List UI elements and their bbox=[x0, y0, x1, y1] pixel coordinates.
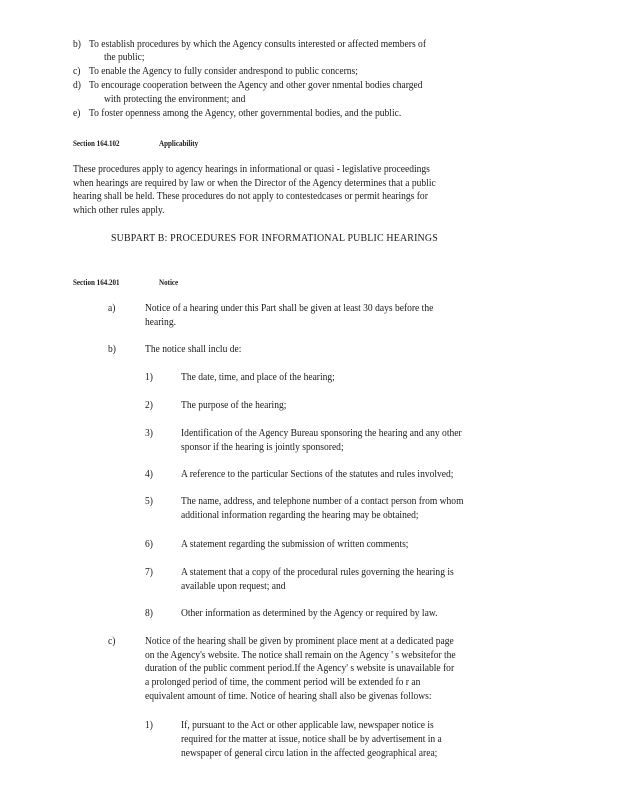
list-item-text: The date, time, and place of the hearing; bbox=[181, 372, 335, 383]
section-title: Notice bbox=[159, 277, 179, 287]
list-marker: 3) bbox=[145, 428, 153, 439]
list-marker: a) bbox=[108, 303, 116, 314]
list-marker: 1) bbox=[145, 720, 153, 731]
list-item-text: To establish procedures by which the Agency consults interested or affected members of bbox=[89, 39, 426, 50]
list-item-text: To encourage cooperation between the Agency and other gover nmental bodies charged bbox=[89, 80, 423, 91]
list-marker: 5) bbox=[145, 496, 153, 507]
list-item-text: If, pursuant to the Act or other applicable law, newspaper notice is bbox=[181, 720, 434, 731]
paragraph-line: a prolonged period of time, the comment period will be extended fo r an bbox=[145, 677, 421, 688]
list-marker: 7) bbox=[145, 567, 153, 578]
list-marker: 4) bbox=[145, 469, 153, 480]
list-marker: e) bbox=[73, 108, 81, 119]
list-marker: 8) bbox=[145, 608, 153, 619]
paragraph-line: Notice of the hearing shall be given by prominent place ment at a dedicated page bbox=[145, 636, 454, 647]
list-item-text: A statement that a copy of the procedural rules governing the hearing is bbox=[181, 567, 454, 578]
list-item-text: Identification of the Agency Bureau sponsoring the hearing and any other bbox=[181, 428, 462, 439]
list-item-text: Other information as determined by the Agency or required by law. bbox=[181, 608, 438, 619]
list-marker: 2) bbox=[145, 400, 153, 411]
list-item-text: sponsor if the hearing is jointly sponsored; bbox=[181, 442, 344, 453]
list-marker: c) bbox=[73, 66, 81, 77]
list-marker: b) bbox=[73, 39, 81, 50]
paragraph-line: which other rules apply. bbox=[73, 205, 165, 216]
list-item-text: A statement regarding the submission of written comments; bbox=[181, 539, 409, 550]
section-title: Applicability bbox=[159, 138, 199, 148]
paragraph-line: hearing shall be held. These procedures do not apply to contestedcases or permit hearings for bbox=[73, 191, 428, 202]
list-item-text: required for the matter at issue, notice shall be by advertisement in a bbox=[181, 734, 442, 745]
list-marker: b) bbox=[108, 344, 116, 355]
list-item-text: The notice shall inclu de: bbox=[145, 344, 242, 355]
list-item-text: To foster openness among the Agency, other governmental bodies, and the public. bbox=[89, 108, 402, 119]
paragraph-line: equivalent amount of time. Notice of hearing shall also be givenas follows: bbox=[145, 691, 432, 702]
section-number: Section 164.201 bbox=[73, 277, 120, 287]
list-item-text: hearing. bbox=[145, 317, 176, 328]
paragraph-line: on the Agency's website. The notice shall remain on the Agency ' s websitefor the bbox=[145, 650, 456, 661]
paragraph-line: duration of the public comment period.If the Agency' s website is unavailable for bbox=[145, 663, 455, 674]
list-item-text: additional information regarding the hearing may be obtained; bbox=[181, 510, 419, 521]
list-item-text: the public; bbox=[104, 52, 145, 63]
list-item-text: with protecting the environment; and bbox=[104, 94, 246, 105]
section-number: Section 164.102 bbox=[73, 138, 120, 148]
subpart-heading: SUBPART B: PROCEDURES FOR INFORMATIONAL PUBLIC HEARINGS bbox=[111, 232, 438, 244]
list-item-text: newspaper of general circu lation in the affected geographical area; bbox=[181, 748, 438, 759]
list-marker: 6) bbox=[145, 539, 153, 550]
list-marker: c) bbox=[108, 636, 116, 647]
list-item-text: The purpose of the hearing; bbox=[181, 400, 287, 411]
list-marker: d) bbox=[73, 80, 81, 91]
paragraph-line: These procedures apply to agency hearings in informational or quasi - legislative proceedings bbox=[73, 164, 430, 175]
list-item-text: available upon request; and bbox=[181, 581, 286, 592]
list-item-text: To enable the Agency to fully consider andrespond to public concerns; bbox=[89, 66, 358, 77]
paragraph-line: when hearings are required by law or when the Director of the Agency determines that a public bbox=[73, 178, 436, 189]
list-marker: 1) bbox=[145, 372, 153, 383]
list-item-text: The name, address, and telephone number of a contact person from whom bbox=[181, 496, 464, 507]
list-item-text: A reference to the particular Sections of the statutes and rules involved; bbox=[181, 469, 454, 480]
list-item-text: Notice of a hearing under this Part shall be given at least 30 days before the bbox=[145, 303, 434, 314]
